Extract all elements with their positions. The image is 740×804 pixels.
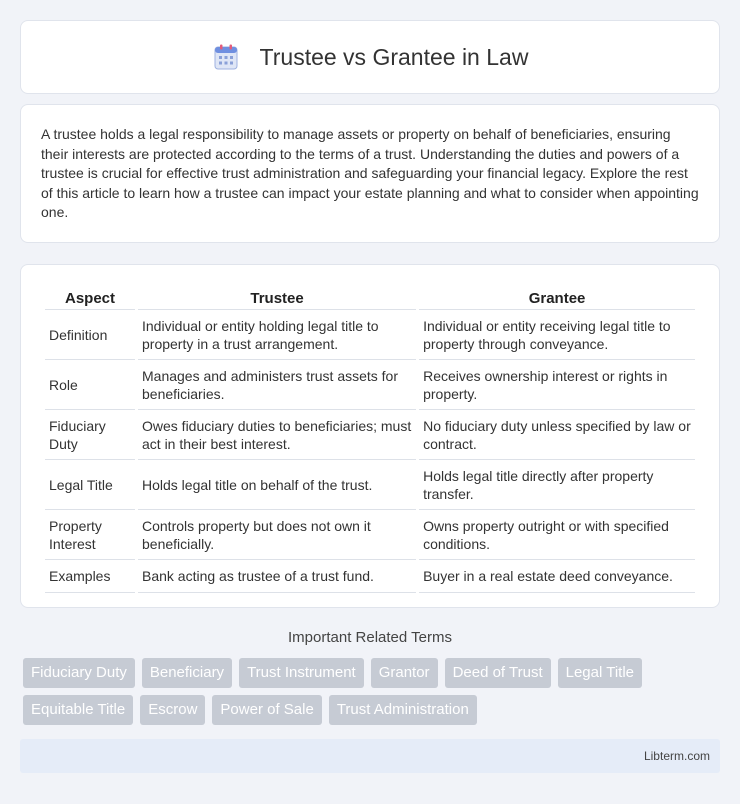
row-trustee: Individual or entity holding legal title to property in a trust arrangement. bbox=[138, 312, 416, 360]
intro-card bbox=[20, 104, 720, 243]
row-aspect: Definition bbox=[45, 312, 135, 360]
row-trustee: Manages and administers trust assets for beneficiaries. bbox=[138, 362, 416, 410]
related-term-tag[interactable]: Fiduciary Duty bbox=[23, 658, 135, 688]
table-row bbox=[45, 362, 695, 410]
related-term-tag[interactable]: Equitable Title bbox=[23, 695, 133, 725]
header-aspect: Aspect bbox=[45, 286, 135, 310]
related-term-tag[interactable]: Trust Instrument bbox=[239, 658, 364, 688]
related-terms-section bbox=[20, 629, 720, 725]
table-row bbox=[45, 562, 695, 593]
row-aspect: Role bbox=[45, 362, 135, 410]
row-grantee: Owns property outright or with specified conditions. bbox=[419, 512, 695, 560]
row-trustee: Holds legal title on behalf of the trust. bbox=[138, 462, 416, 510]
page-title: Trustee vs Grantee in Law bbox=[259, 43, 529, 70]
row-grantee: No fiduciary duty unless specified by law or contract. bbox=[419, 412, 695, 460]
row-aspect: Property Interest bbox=[45, 512, 135, 560]
related-term-tag[interactable]: Deed of Trust bbox=[445, 658, 551, 688]
related-term-tag[interactable]: Legal Title bbox=[558, 658, 642, 688]
row-aspect: Examples bbox=[45, 562, 135, 593]
header-card bbox=[20, 20, 720, 94]
comparison-table bbox=[42, 284, 698, 595]
related-term-tag[interactable]: Trust Administration bbox=[329, 695, 477, 725]
table-row bbox=[45, 412, 695, 460]
header-grantee: Grantee bbox=[419, 286, 695, 310]
row-grantee: Receives ownership interest or rights in property. bbox=[419, 362, 695, 410]
related-term-tag[interactable]: Escrow bbox=[140, 695, 205, 725]
table-row bbox=[45, 312, 695, 360]
row-grantee: Holds legal title directly after property transfer. bbox=[419, 462, 695, 510]
related-term-tag[interactable]: Power of Sale bbox=[212, 695, 321, 725]
footer bbox=[20, 739, 720, 773]
header-trustee: Trustee bbox=[138, 286, 416, 310]
row-trustee: Bank acting as trustee of a trust fund. bbox=[138, 562, 416, 593]
row-trustee: Owes fiduciary duties to beneficiaries; must act in their best interest. bbox=[138, 412, 416, 460]
row-grantee: Buyer in a real estate deed conveyance. bbox=[419, 562, 695, 593]
footer-site-link[interactable]: Libterm.com bbox=[643, 749, 710, 763]
related-terms-tags bbox=[20, 658, 720, 725]
table-header-row bbox=[45, 286, 695, 310]
row-aspect: Legal Title bbox=[45, 462, 135, 510]
row-aspect: Fiduciary Duty bbox=[45, 412, 135, 460]
related-term-tag[interactable]: Beneficiary bbox=[142, 658, 232, 688]
related-term-tag[interactable]: Grantor bbox=[371, 658, 438, 688]
row-trustee: Controls property but does not own it beneficially. bbox=[138, 512, 416, 560]
related-terms-title: Important Related Terms bbox=[288, 629, 452, 646]
table-row bbox=[45, 512, 695, 560]
intro-text: A trustee holds a legal responsibility to manage assets or property on behalf of beneficiaries, ensuring their interests are protected according to the terms of a trust. Understanding the duties and powers of a trustee is crucial for effective trust administration and safeguarding your financial legacy. Explore the rest of this article to learn how a trustee can impact your estate planning and what to consider when appointing one. bbox=[41, 126, 699, 221]
row-grantee: Individual or entity receiving legal title to property through conveyance. bbox=[419, 312, 695, 360]
table-row bbox=[45, 462, 695, 510]
comparison-table-card bbox=[20, 264, 720, 608]
calendar-icon bbox=[212, 43, 240, 71]
